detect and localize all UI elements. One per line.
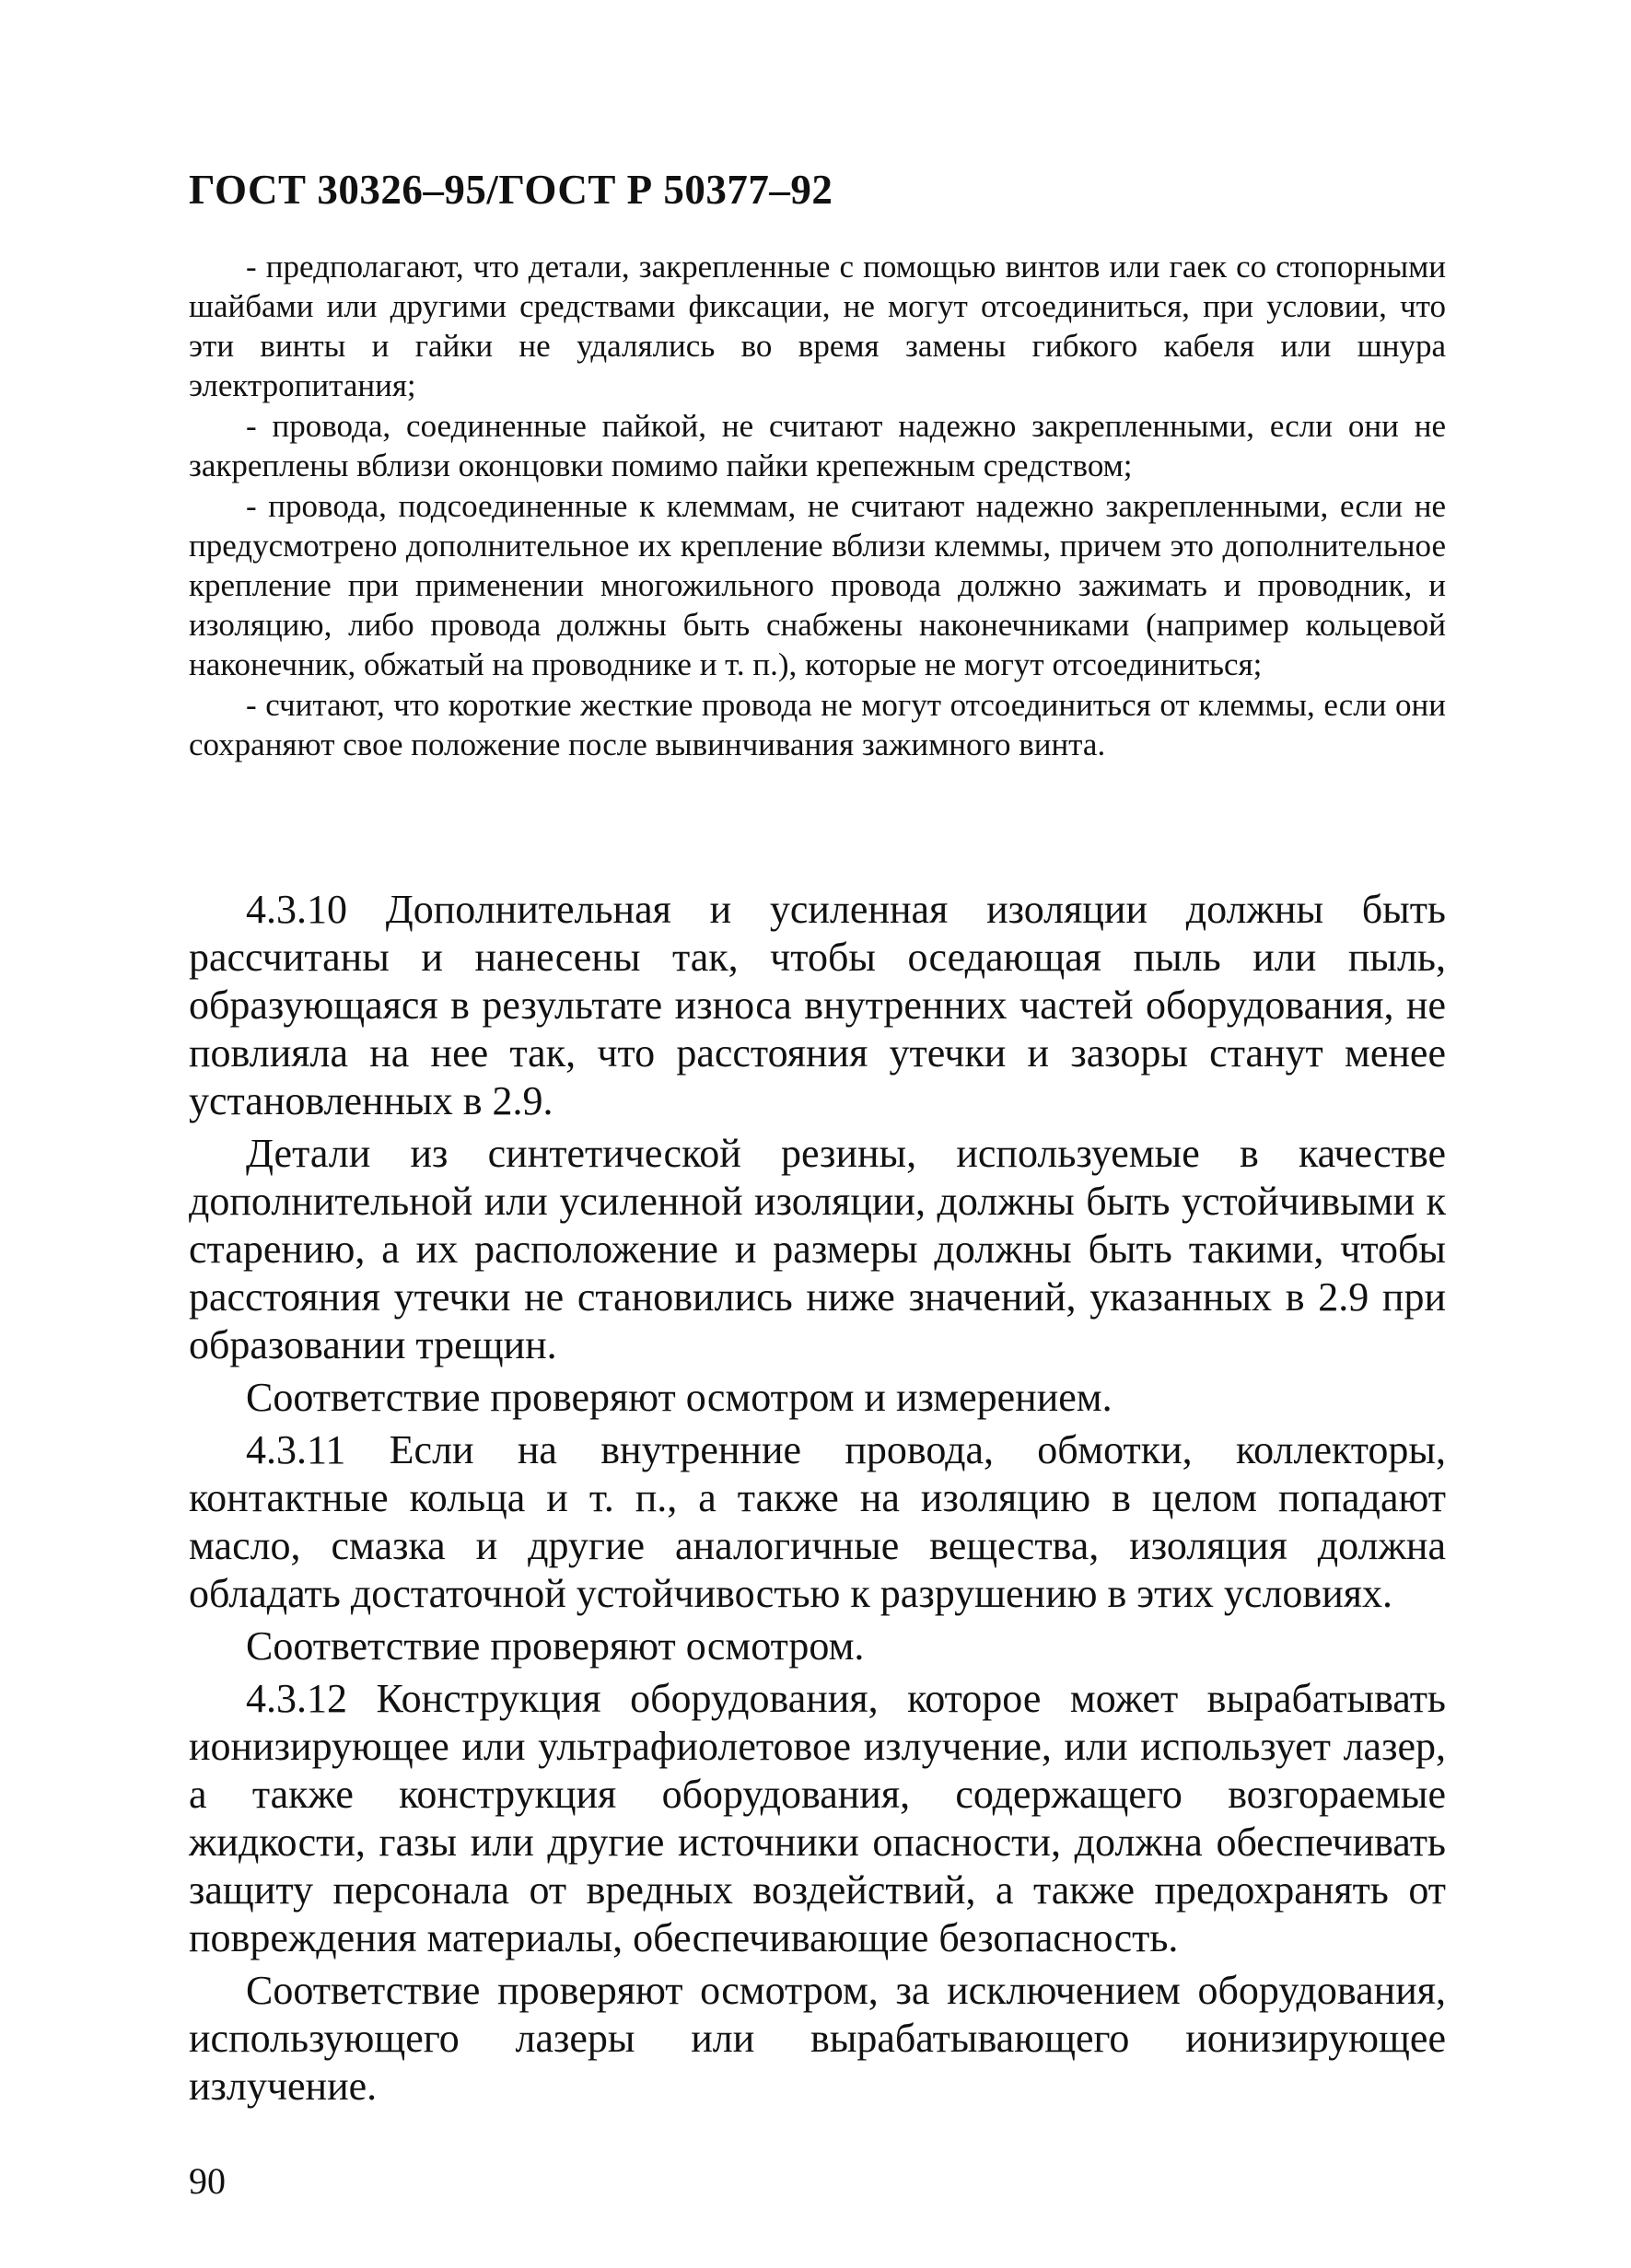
paragraph: 4.3.11 Если на внутренние провода, обмотки, коллекторы, контактные кольца и т. п., а также на изоляцию в целом попадают масло, смазка и другие аналогичные вещества, изоляция должна обладать достаточной устойчивостью к разрушению в этих условиях. xyxy=(189,1427,1446,1616)
paragraph: Соответствие проверяют осмотром. xyxy=(246,1623,865,1669)
paragraph: - считают, что короткие жесткие провода не могут отсоединиться от клеммы, если они сохраняют свое положение после вывинчивания зажимного винта. xyxy=(189,687,1446,762)
paragraph: - предполагают, что детали, закрепленные с помощью винтов или гаек со стопорными шайбами или другими средствами фиксации, не могут отсоединиться, при условии, что эти винты и гайки не удалялись во время замены гибкого кабеля или шнура электропитания; xyxy=(189,249,1446,403)
document-header: ГОСТ 30326–95/ГОСТ Р 50377–92 xyxy=(189,167,833,213)
page-number: 90 xyxy=(189,2160,226,2202)
paragraph: Соответствие проверяют осмотром, за исключением оборудования, использующего лазеры или вырабатывающего ионизирующее излучение. xyxy=(189,1968,1446,2109)
small-text-block xyxy=(189,247,1446,765)
main-text-block xyxy=(189,886,1446,2115)
paragraph: - провода, подсоединенные к клеммам, не считают надежно закрепленными, если не предусмотрено дополнительное их крепление вблизи клеммы, причем это дополнительное крепление при применении многожильного провода должно зажимать и проводник, и изоляцию, либо провода должны быть снабжены наконечниками (например кольцевой наконечник, обжатый на проводнике и т. п.), которые не могут отсоединиться; xyxy=(189,488,1446,682)
paragraph: 4.3.10 Дополнительная и усиленная изоляции должны быть рассчитаны и нанесены так, чтобы оседающая пыль или пыль, образующаяся в результате износа внутренних частей оборудования, не повлияла на нее так, что расстояния утечки и зазоры станут менее установленных в 2.9. xyxy=(189,887,1446,1123)
paragraph: 4.3.12 Конструкция оборудования, которое может вырабатывать ионизирующее или ультрафиолетовое излучение, или использует лазер, а также конструкция оборудования, содержащего возгораемые жидкости, газы или другие источники опасности, должна обеспечивать защиту персонала от вредных воздействий, а также предохранять от повреждения материалы, обеспечивающие безопасность. xyxy=(189,1676,1446,1960)
paragraph: Детали из синтетической резины, используемые в качестве дополнительной или усиленной изоляции, должны быть устойчивыми к старению, а их расположение и размеры должны быть такими, чтобы расстояния утечки не становились ниже значений, указанных в 2.9 при образовании трещин. xyxy=(189,1131,1446,1367)
paragraph: Соответствие проверяют осмотром и измерением. xyxy=(246,1375,1113,1420)
paragraph: - провода, соединенные пайкой, не считают надежно закрепленными, если они не закреплены вблизи оконцовки помимо пайки крепежным средством; xyxy=(189,408,1446,483)
